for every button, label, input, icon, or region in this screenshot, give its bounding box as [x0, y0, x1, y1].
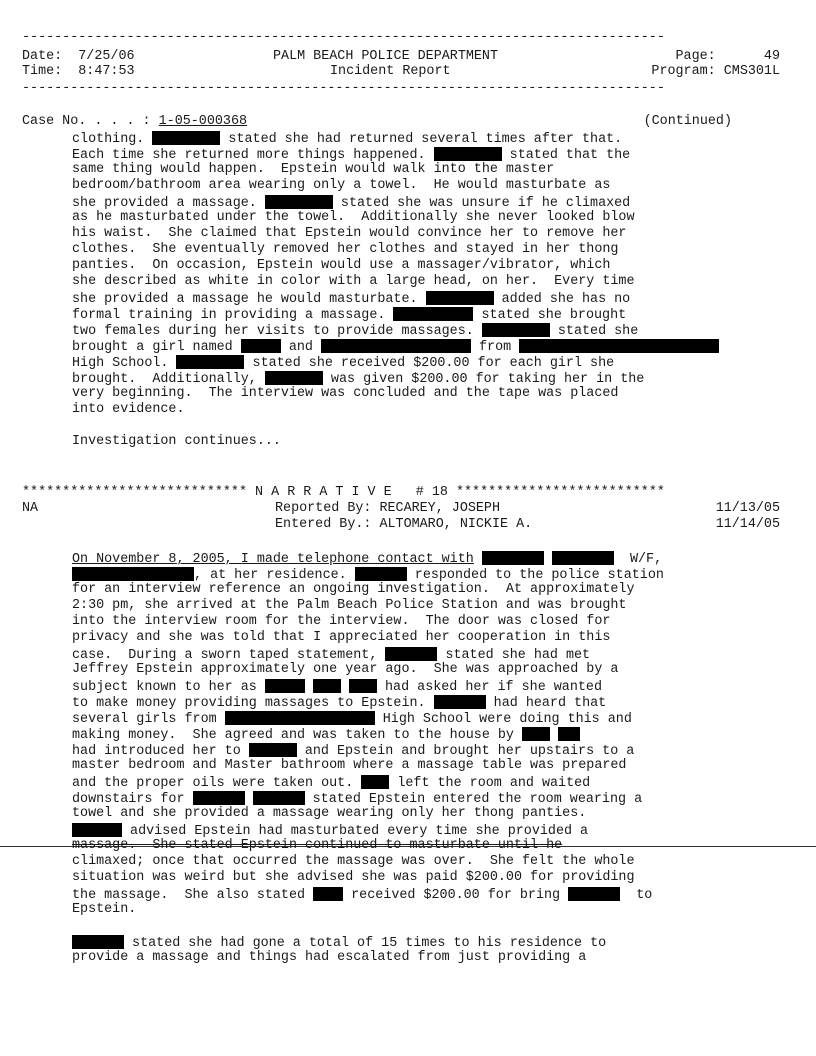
reported-by: Reported By: RECAREY, JOSEPH [275, 501, 500, 516]
redaction [253, 791, 305, 805]
body-line: and the proper oils were taken out. left the room and waited [72, 776, 591, 791]
body-line: making money. She agreed and was taken to the house by [72, 727, 580, 742]
body-line: Epstein. [72, 902, 137, 917]
case-status: (Continued) [643, 114, 732, 129]
report-type: Incident Report [330, 64, 451, 79]
narrative-number: # 18 [415, 485, 448, 500]
redaction [552, 551, 614, 565]
redaction [72, 823, 122, 837]
body-line: she described as white in color with a large head, on her. Every time [72, 274, 635, 289]
redaction [152, 131, 220, 145]
redaction [265, 679, 305, 693]
investigation-continues: Investigation continues... [72, 434, 281, 449]
body-line: On November 8, 2005, I made telephone contact with W/F, [72, 552, 663, 567]
body-line: 2:30 pm, she arrived at the Palm Beach Police Station and was brought [72, 598, 627, 613]
body-line: brought a girl named and from [72, 339, 719, 354]
body-line: into the interview room for the interview. The door was closed for [72, 614, 611, 629]
body-line: panties. On occasion, Epstein would use a massager/vibrator, which [72, 258, 611, 273]
case-line [22, 115, 247, 128]
time-label: Time: [22, 64, 63, 79]
body-line: his waist. She claimed that Epstein would convince her to remove her [72, 226, 627, 241]
body-line: stated she had gone a total of 15 times to his residence to [72, 935, 606, 950]
body-line: had introduced her to and Epstein and brought her upstairs to a [72, 744, 635, 759]
body-line: she provided a massage. stated she was unsure if he climaxed [72, 196, 631, 211]
case-label: Case No. . . . : [22, 114, 151, 129]
redaction [385, 647, 437, 661]
header-date [22, 50, 135, 63]
redaction [176, 355, 244, 369]
body-line: privacy and she was told that I appreciated her cooperation in this [72, 630, 611, 645]
header-dash-top: -------------------------------------------------------------------------------- [22, 30, 665, 45]
redaction [393, 307, 473, 321]
program-id [651, 65, 780, 78]
redaction [519, 339, 719, 353]
redaction [313, 887, 343, 901]
redaction [265, 371, 323, 385]
redaction [313, 679, 341, 693]
body-line: same thing would happen. Epstein would walk into the master [72, 162, 555, 177]
redaction [225, 711, 375, 725]
body-line: case. During a sworn taped statement, stated she had met [72, 648, 591, 663]
entered-date: 11/14/05 [715, 517, 780, 532]
body-line: for an interview reference an ongoing investigation. At approximately [72, 582, 635, 597]
body-line-struck: massage. She stated Epstein continued to masturbate until he [72, 838, 563, 853]
redaction [568, 887, 620, 901]
body-line: advised Epstein had masturbated every time she provided a [72, 823, 588, 838]
body-line: High School. stated she received $200.00 for each girl she [72, 356, 615, 371]
narrative-code: NA [22, 501, 39, 516]
redaction [361, 775, 389, 789]
body-line: as he masturbated under the towel. Additionally she never looked blow [72, 210, 635, 225]
entered-by: Entered By.: ALTOMARO, NICKIE A. [275, 517, 533, 532]
redaction [249, 743, 297, 757]
redaction [241, 339, 281, 353]
body-line: clothes. She eventually removed her clothes and stayed in her thong [72, 242, 619, 257]
narrative-banner: **************************** N A R R A T I V E # 18 ************************** [22, 485, 665, 500]
header-time [22, 65, 135, 78]
redaction [522, 727, 550, 741]
date-label: Date: [22, 49, 63, 64]
body-line: , at her residence. responded to the police station [72, 567, 664, 582]
body-line: downstairs for stated Epstein entered the room wearing a [72, 792, 643, 807]
narrative-title: N A R R A T I V E [255, 485, 392, 500]
redaction [558, 727, 580, 741]
redaction [265, 195, 333, 209]
redaction [434, 147, 502, 161]
time-value: 8:47:53 [78, 64, 135, 79]
reported-date: 11/13/05 [715, 501, 780, 516]
program-value: CMS301L [723, 64, 780, 79]
header-dash-bottom: -------------------------------------------------------------------------------- [22, 81, 665, 96]
body-line: Jeffrey Epstein approximately one year ago. She was approached by a [72, 662, 619, 677]
redaction [482, 551, 544, 565]
body-line: towel and she provided a massage wearing only her thong panties. [72, 806, 587, 821]
redaction [72, 567, 194, 581]
page-label: Page: [675, 49, 716, 64]
redaction [72, 935, 124, 949]
redaction [321, 339, 471, 353]
redaction [434, 695, 486, 709]
body-line: provide a massage and things had escalated from just providing a [72, 950, 587, 965]
body-line: formal training in providing a massage. stated she brought [72, 308, 627, 323]
body-line: into evidence. [72, 402, 185, 417]
body-line: the massage. She also stated received $200.00 for bring to [72, 888, 653, 903]
page-number [676, 50, 780, 63]
program-label: Program: [651, 64, 716, 79]
date-value: 7/25/06 [78, 49, 135, 64]
body-line: Each time she returned more things happened. stated that the [72, 148, 631, 163]
body-line: two females during her visits to provide massages. stated she [72, 324, 639, 339]
body-line: situation was weird but she advised she was paid $200.00 for providing [72, 870, 635, 885]
body-line: subject known to her as had asked her if she wanted [72, 680, 602, 695]
page-value: 49 [763, 49, 780, 64]
body-line: to make money providing massages to Epstein. had heard that [72, 696, 607, 711]
body-line: very beginning. The interview was concluded and the tape was placed [72, 386, 619, 401]
department-name: PALM BEACH POLICE DEPARTMENT [273, 49, 498, 64]
body-line: brought. Additionally, was given $200.00 for taking her in the [72, 372, 645, 387]
body-line: master bedroom and Master bathroom where a massage table was prepared [72, 758, 627, 773]
body-line: she provided a massage he would masturbate. added she has no [72, 292, 631, 307]
redaction [193, 791, 245, 805]
body-line: bedroom/bathroom area wearing only a towel. He would masturbate as [72, 178, 611, 193]
body-line: clothing. stated she had returned several times after that. [72, 132, 623, 147]
body-line: several girls from High School were doing this and [72, 712, 632, 727]
redaction [349, 679, 377, 693]
redaction [355, 567, 407, 581]
redaction [426, 291, 494, 305]
redaction [482, 323, 550, 337]
case-number: 1-05-000368 [158, 114, 248, 129]
body-line: climaxed; once that occurred the massage was over. She felt the whole [72, 854, 635, 869]
